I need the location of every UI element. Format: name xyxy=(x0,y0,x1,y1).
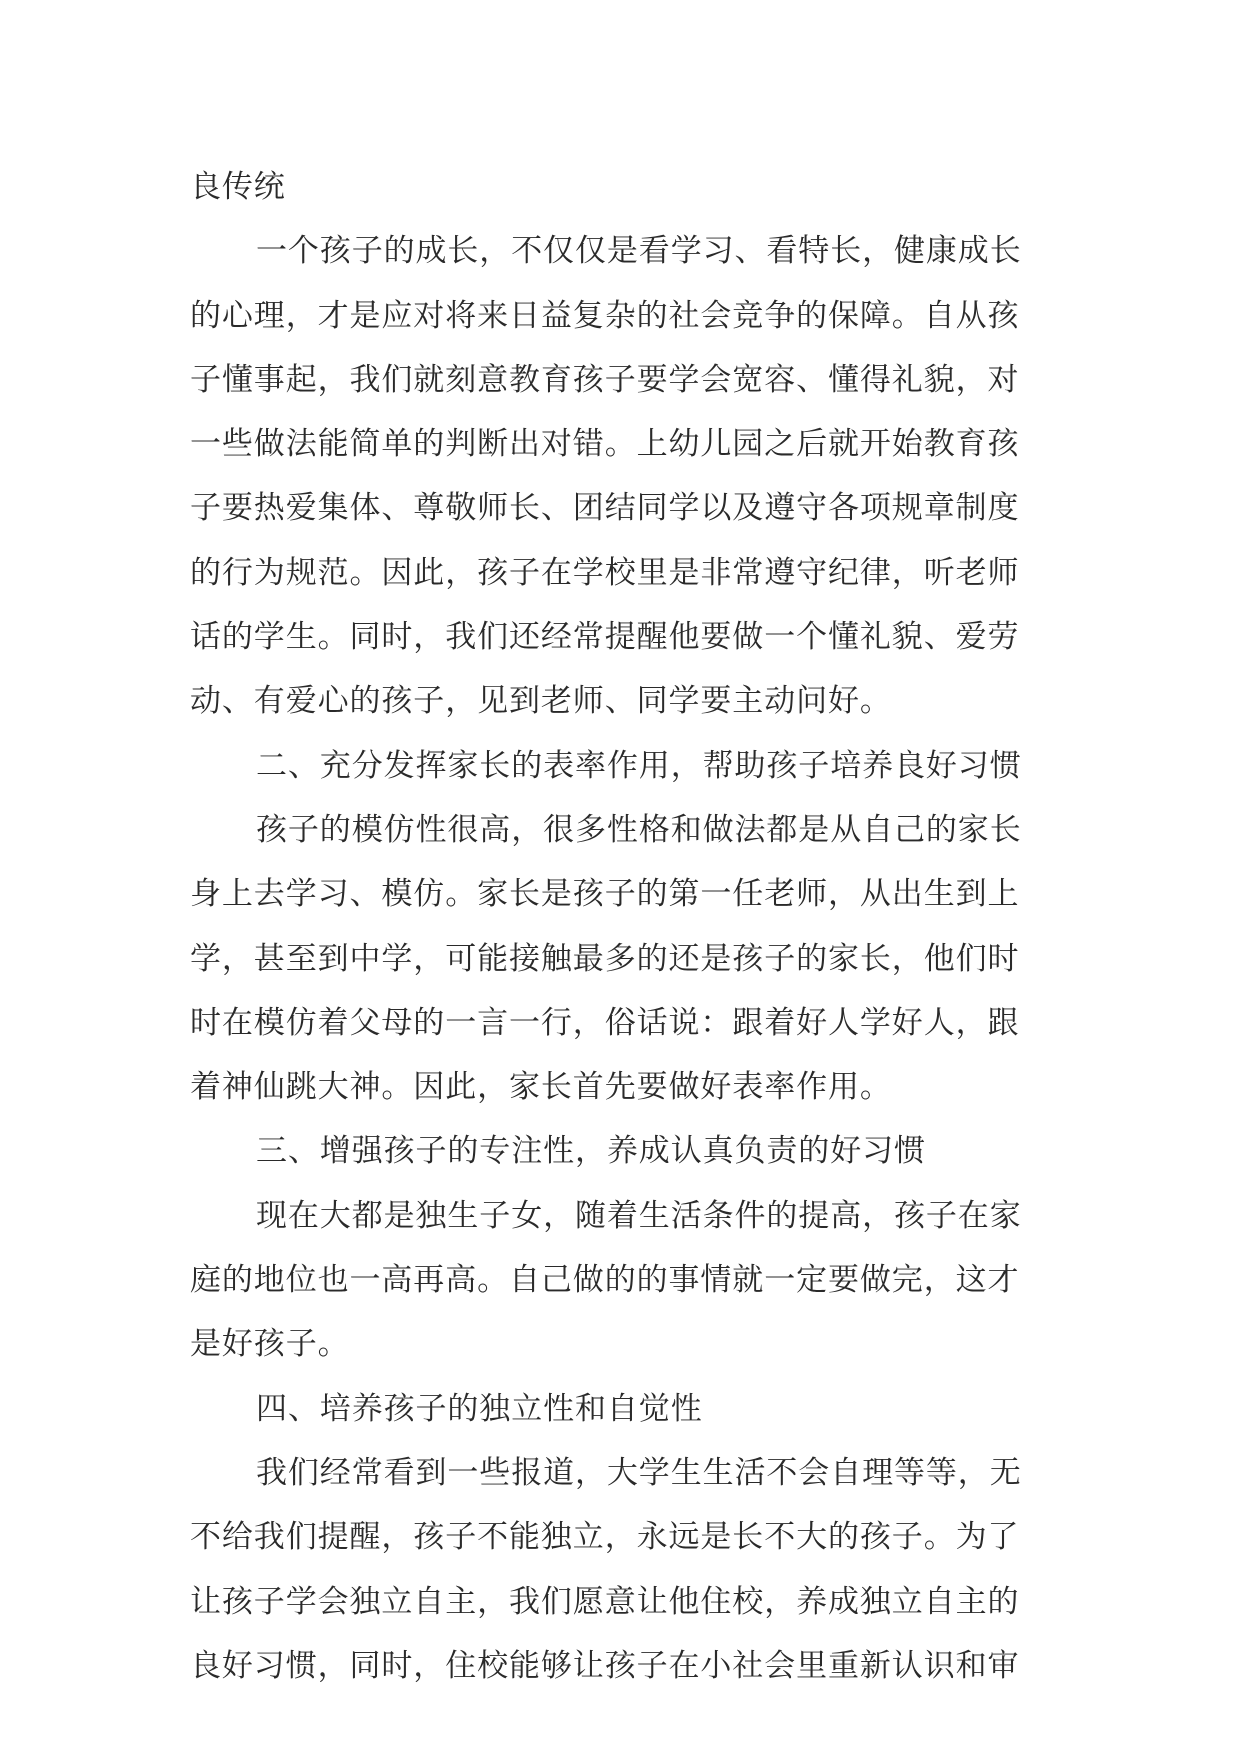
section-heading: 三、增强孩子的专注性，养成认真负责的好习惯 xyxy=(256,1133,926,1170)
text-line: 庭的地位也一高再高。自己做的的事情就一定要做完，这才 xyxy=(190,1262,1020,1299)
text-line: 良好习惯，同时，住校能够让孩子在小社会里重新认识和审 xyxy=(190,1647,1020,1684)
paragraph-first-line: 一个孩子的成长，不仅仅是看学习、看特长，健康成长 xyxy=(256,233,1022,270)
paragraph-first-line: 我们经常看到一些报道，大学生生活不会自理等等，无 xyxy=(256,1454,1022,1491)
section-heading: 二、充分发挥家长的表率作用，帮助孩子培养良好习惯 xyxy=(256,747,1022,784)
text-line: 时在模仿着父母的一言一行，俗话说：跟着好人学好人，跟 xyxy=(190,1004,1020,1041)
paragraph-first-line: 现在大都是独生子女，随着生活条件的提高，孩子在家 xyxy=(256,1197,1022,1234)
text-line: 学，甚至到中学，可能接触最多的还是孩子的家长，他们时 xyxy=(190,940,1020,977)
paragraph-first-line: 孩子的模仿性很高，很多性格和做法都是从自己的家长 xyxy=(256,811,1022,848)
text-line: 一些做法能简单的判断出对错。上幼儿园之后就开始教育孩 xyxy=(190,426,1020,463)
document-page xyxy=(190,155,1050,1698)
text-line: 话的学生。同时，我们还经常提醒他要做一个懂礼貌、爱劳 xyxy=(190,619,1020,656)
text-line: 良传统 xyxy=(190,169,286,205)
text-line: 不给我们提醒，孩子不能独立，永远是长不大的孩子。为了 xyxy=(190,1519,1020,1556)
text-line: 的行为规范。因此，孩子在学校里是非常遵守纪律，听老师 xyxy=(190,554,1020,591)
text-line: 子要热爱集体、尊敬师长、团结同学以及遵守各项规章制度 xyxy=(190,490,1020,527)
section-heading: 四、培养孩子的独立性和自觉性 xyxy=(256,1390,703,1427)
text-line: 子懂事起，我们就刻意教育孩子要学会宽容、懂得礼貌，对 xyxy=(190,361,1020,398)
text-line: 动、有爱心的孩子，见到老师、同学要主动问好。 xyxy=(190,683,892,720)
text-line: 着神仙跳大神。因此，家长首先要做好表率作用。 xyxy=(190,1069,892,1106)
text-line: 是好孩子。 xyxy=(190,1326,350,1363)
text-line: 身上去学习、模仿。家长是孩子的第一任老师，从出生到上 xyxy=(190,876,1020,913)
text-line: 的心理，才是应对将来日益复杂的社会竞争的保障。自从孩 xyxy=(190,297,1020,334)
text-line: 让孩子学会独立自主，我们愿意让他住校，养成独立自主的 xyxy=(190,1583,1020,1620)
